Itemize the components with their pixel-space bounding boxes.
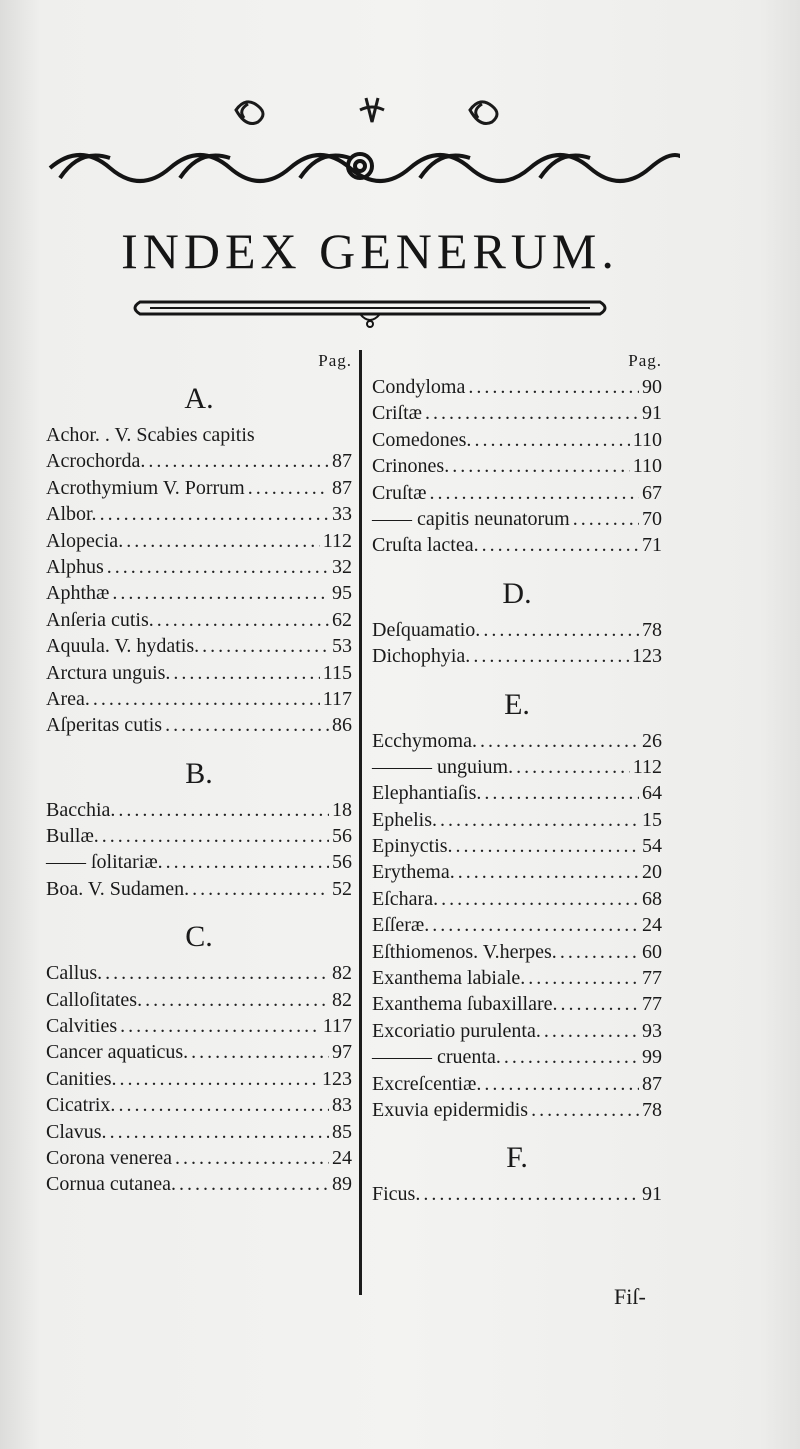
- catchword: Fiſ-: [614, 1284, 646, 1309]
- entry-term: Corona venerea: [46, 1146, 173, 1169]
- dot-leader: [120, 1066, 319, 1092]
- entry-term: Erythema.: [372, 861, 455, 884]
- entry-page: 64: [642, 782, 662, 805]
- dot-leader: [484, 1071, 639, 1097]
- entry-term: Cancer aquaticus.: [46, 1041, 189, 1064]
- dot-leader: [100, 501, 329, 527]
- section-spacer: [372, 559, 662, 569]
- index-entry: [372, 506, 662, 532]
- entry-term: Excoriatio purulenta.: [372, 1019, 541, 1042]
- entry-page: 26: [642, 729, 662, 752]
- entry-term: Cicatrix.: [46, 1094, 116, 1117]
- entry-term: —— ſolitariæ.: [46, 851, 163, 874]
- index-entry: [372, 991, 662, 1017]
- entry-term: Ecchymoma.: [372, 729, 477, 752]
- entry-term: Calvities: [46, 1015, 118, 1038]
- entry-page: 82: [332, 988, 352, 1011]
- entry-term: Cruſtæ: [372, 481, 427, 504]
- dot-leader: [175, 1145, 329, 1171]
- entry-term: Area.: [46, 687, 90, 710]
- dot-leader: [166, 849, 329, 875]
- index-entry: [46, 712, 352, 738]
- dot-leader: [126, 528, 320, 554]
- entry-term: Condyloma: [372, 376, 466, 398]
- index-entry: [372, 833, 662, 859]
- entry-term: Aphthæ: [46, 582, 110, 605]
- index-entry: [46, 633, 352, 659]
- dot-leader: [480, 728, 639, 754]
- entry-term: Exanthema labiale.: [372, 967, 526, 990]
- entry-page: 91: [642, 402, 662, 425]
- entry-page: 112: [322, 529, 352, 552]
- index-entry: [372, 728, 662, 754]
- entry-page: 56: [332, 851, 352, 874]
- entry-term: Callus.: [46, 962, 103, 985]
- index-entry: [372, 374, 662, 400]
- entry-page: 85: [332, 1120, 352, 1143]
- index-entry: [372, 453, 662, 479]
- section-spacer: [46, 739, 352, 749]
- entry-page: 24: [642, 914, 662, 937]
- entry-term: Boa. V. Sudamen.: [46, 877, 190, 900]
- entry-page: 68: [642, 887, 662, 910]
- dot-leader: [202, 633, 329, 659]
- entry-term: Cruſta lactea.: [372, 534, 479, 557]
- entry-page: 87: [332, 476, 352, 499]
- entry-term: Alphus: [46, 555, 104, 578]
- dot-leader: [441, 886, 639, 912]
- entry-page: 123: [322, 1067, 352, 1090]
- dot-leader: [248, 475, 329, 501]
- index-entry: [46, 475, 352, 501]
- section-letter: F.: [506, 1141, 528, 1175]
- entry-term: Bacchia.: [46, 798, 116, 821]
- dot-leader: [473, 643, 629, 669]
- index-entry: [372, 400, 662, 426]
- entry-page: 112: [632, 755, 662, 778]
- entry-page: 33: [332, 503, 352, 526]
- index-entry: [372, 617, 662, 643]
- entry-page: 54: [642, 835, 662, 858]
- index-entry: [372, 427, 662, 453]
- entry-term: Eſſeræ.: [372, 914, 430, 937]
- index-entry: [46, 1171, 352, 1197]
- index-entry: [372, 532, 662, 558]
- index-entry: [46, 797, 352, 823]
- entry-page: 53: [332, 635, 352, 658]
- dot-leader: [148, 448, 329, 474]
- entry-term: Bullæ.: [46, 825, 99, 848]
- section-letter: C.: [185, 920, 213, 954]
- entry-term: Ficus.: [372, 1183, 421, 1206]
- dot-leader: [192, 876, 329, 902]
- entry-term: Aſperitas cutis: [46, 714, 163, 737]
- entry-term: Elephantiaſis.: [372, 782, 482, 805]
- entry-term: Cornua cutanea.: [46, 1173, 176, 1196]
- dot-leader: [105, 960, 329, 986]
- index-entry: [46, 987, 352, 1013]
- entry-term: Acrochorda.: [46, 450, 146, 473]
- index-entry: [46, 580, 352, 606]
- dot-leader: [145, 987, 329, 1013]
- dot-leader: [452, 453, 630, 479]
- dot-leader: [118, 797, 329, 823]
- entry-page: 70: [642, 507, 662, 530]
- index-entry: [46, 823, 352, 849]
- dot-leader: [458, 859, 639, 885]
- index-entry: [372, 1181, 662, 1207]
- index-entry: [46, 960, 352, 986]
- dot-leader: [191, 1039, 329, 1065]
- entry-page: 99: [642, 1046, 662, 1069]
- pag-label: Pag.: [628, 351, 662, 370]
- entry-term: Dichophyia.: [372, 645, 471, 668]
- dot-leader: [179, 1171, 329, 1197]
- entry-term: Calloſitates.: [46, 988, 143, 1011]
- dot-leader: [484, 780, 639, 806]
- pag-label: Pag.: [318, 351, 352, 370]
- dot-leader: [102, 823, 329, 849]
- entry-term: Crinones.: [372, 455, 450, 478]
- entry-page: 117: [322, 1015, 352, 1038]
- entry-page: 60: [642, 940, 662, 963]
- entry-term: Alopecia.: [46, 529, 124, 552]
- index-entry: [46, 849, 352, 875]
- column-divider: [359, 350, 362, 1295]
- entry-page: 110: [632, 428, 662, 451]
- index-entry: [372, 1071, 662, 1097]
- dot-leader: [483, 617, 639, 643]
- entry-term: —— capitis neunatorum: [372, 507, 570, 530]
- index-entry: [46, 1066, 352, 1092]
- index-entry: [372, 1018, 662, 1044]
- index-entry: [372, 912, 662, 938]
- dot-leader: [429, 480, 639, 506]
- entry-term: Canities.: [46, 1067, 117, 1090]
- dot-leader: [112, 580, 329, 606]
- index-entry: [372, 965, 662, 991]
- entry-term: Anſeria cutis.: [46, 608, 154, 631]
- entry-page: 52: [332, 877, 352, 900]
- entry-term: Clavus.: [46, 1120, 107, 1143]
- index-entry: [46, 554, 352, 580]
- entry-page: 97: [332, 1041, 352, 1064]
- dot-leader: [425, 400, 639, 426]
- entry-page: 82: [332, 962, 352, 985]
- dot-leader: [120, 1013, 320, 1039]
- dot-leader: [93, 686, 320, 712]
- right-column: [372, 348, 662, 1218]
- dot-leader: [504, 1044, 639, 1070]
- entry-term: Exuvia epidermidis: [372, 1098, 529, 1121]
- entry-page: 24: [332, 1146, 352, 1169]
- entry-page: 117: [322, 687, 352, 710]
- entry-term: Comedones.: [372, 428, 472, 451]
- dot-leader: [440, 807, 639, 833]
- index-entry: [46, 1039, 352, 1065]
- page-title: INDEX GENERUM.: [121, 223, 619, 279]
- entry-term: Arctura unguis.: [46, 661, 171, 684]
- index-entry: [46, 660, 352, 686]
- index-entry: [46, 422, 352, 448]
- dot-leader: [516, 754, 630, 780]
- dot-leader: [173, 660, 319, 686]
- index-entry: [372, 807, 662, 833]
- index-entry: [46, 448, 352, 474]
- dot-leader: [456, 833, 639, 859]
- entry-term: Eſchara.: [372, 887, 439, 910]
- index-entry: [46, 876, 352, 902]
- index-entry: [372, 939, 662, 965]
- section-letter: B.: [185, 756, 213, 790]
- fleuron-ornament: [0, 88, 800, 138]
- title-rule-ornament: [120, 292, 620, 332]
- entry-page: 32: [332, 555, 352, 578]
- entry-page: 78: [642, 1098, 662, 1121]
- section-letter: E.: [504, 687, 530, 721]
- dot-leader: [432, 912, 639, 938]
- entry-term: Criſtæ: [372, 402, 423, 425]
- index-entry: [46, 1092, 352, 1118]
- entry-page: 62: [332, 608, 352, 631]
- entry-term: Aquula. V. hydatis.: [46, 635, 200, 658]
- entry-term: Albor.: [46, 503, 97, 526]
- entry-page: 20: [642, 861, 662, 884]
- index-entry: [46, 686, 352, 712]
- entry-page: 18: [332, 798, 352, 821]
- index-entry: [372, 859, 662, 885]
- dot-leader: [423, 1181, 639, 1207]
- dot-leader: [531, 1097, 639, 1123]
- entry-page: 15: [642, 808, 662, 831]
- entry-page: 86: [332, 714, 352, 737]
- section-spacer: [46, 1198, 352, 1208]
- index-entry: [46, 528, 352, 554]
- section-letter: A.: [184, 382, 214, 415]
- dot-leader: [544, 1018, 639, 1044]
- section-spacer: [372, 670, 662, 680]
- dot-leader: [110, 1119, 329, 1145]
- decorative-border-band: [40, 138, 680, 196]
- entry-page: 71: [642, 534, 662, 557]
- index-entry: [46, 1119, 352, 1145]
- dot-leader: [474, 427, 629, 453]
- index-entry: [46, 1145, 352, 1171]
- entry-page: 87: [642, 1072, 662, 1095]
- dot-leader: [107, 554, 329, 580]
- dot-leader: [482, 532, 639, 558]
- entry-page: 78: [642, 618, 662, 641]
- entry-page: 110: [632, 455, 662, 478]
- entry-page: 67: [642, 481, 662, 504]
- dot-leader: [560, 939, 639, 965]
- index-entry: [372, 1044, 662, 1070]
- entry-term: Exanthema ſubaxillare.: [372, 993, 558, 1016]
- index-entry: [372, 754, 662, 780]
- dot-leader: [468, 374, 639, 400]
- dot-leader: [560, 991, 639, 1017]
- dot-leader: [165, 712, 329, 738]
- entry-page: 83: [332, 1094, 352, 1117]
- index-entry: [46, 607, 352, 633]
- index-entry: [372, 886, 662, 912]
- entry-page: 93: [642, 1019, 662, 1042]
- entry-page: 115: [322, 661, 352, 684]
- entry-term: Deſquamatio.: [372, 618, 481, 641]
- entry-page: 56: [332, 825, 352, 848]
- index-entry: [46, 1013, 352, 1039]
- section-spacer: [46, 902, 352, 912]
- entry-term: Eſthiomenos. V.herpes.: [372, 940, 557, 963]
- dot-leader: [118, 1092, 329, 1118]
- left-column: [46, 348, 352, 1208]
- entry-term: ——— unguium.: [372, 755, 514, 778]
- dot-leader: [573, 506, 639, 532]
- entry-term: Excreſcentiæ.: [372, 1072, 482, 1095]
- entry-page: 91: [642, 1183, 662, 1206]
- entry-page: 89: [332, 1173, 352, 1196]
- entry-term: Epinyctis.: [372, 835, 453, 858]
- index-entry: [372, 480, 662, 506]
- entry-term: Acrothymium V. Porrum: [46, 476, 245, 499]
- dot-leader: [157, 607, 329, 633]
- section-spacer: [372, 1123, 662, 1133]
- entry-term: Achor. . V. Scabies capitis: [46, 424, 255, 446]
- section-spacer: [372, 1208, 662, 1218]
- index-entry: [372, 1097, 662, 1123]
- entry-page: 87: [332, 450, 352, 473]
- entry-page: 77: [642, 993, 662, 1016]
- index-entry: [372, 780, 662, 806]
- index-entry: [372, 643, 662, 669]
- index-entry: [46, 501, 352, 527]
- entry-page: 77: [642, 967, 662, 990]
- section-letter: D.: [502, 576, 532, 610]
- entry-page: 123: [632, 645, 662, 668]
- entry-page: 95: [332, 582, 352, 605]
- entry-page: 90: [642, 376, 662, 398]
- entry-term: Ephelis.: [372, 808, 437, 831]
- dot-leader: [528, 965, 639, 991]
- entry-term: ——— cruenta.: [372, 1046, 501, 1069]
